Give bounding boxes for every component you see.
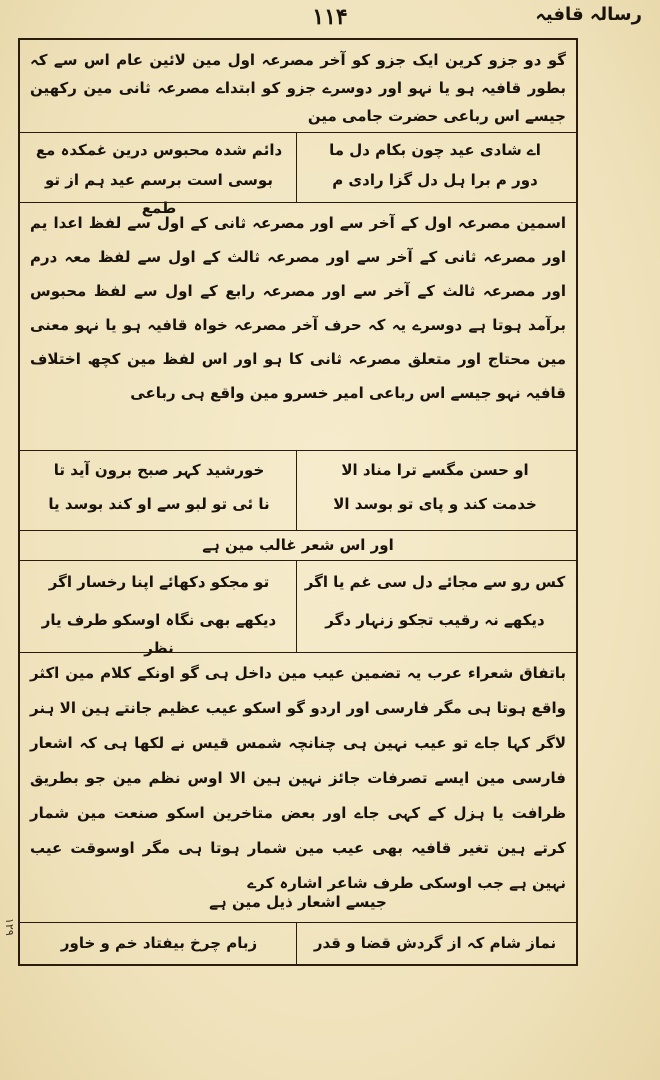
column-divider <box>296 132 297 202</box>
verse-4-left: زبام چرخ بیفتاد خم و خاور <box>60 934 258 952</box>
divider <box>20 530 576 531</box>
margin-note: ۱۲۹ <box>3 918 16 936</box>
verse-1-left-top: دائم شدہ محبوس درین غمکدہ مع <box>35 141 283 159</box>
verse-1-left-bottom: بوسی است برسم عید ہم از تو طمع <box>45 171 273 217</box>
closing-paragraph: باتفاق شعراء عرب یہ تضمین عیب مین داخل ہی گو اونکے کلام مین اکثر واقع ہوتا ہی مگر فارسی اور اردو گو اسکو عیب عظیم جانتے ہین الا ہنر لاگر کہا جاے تو عیب نہین ہی چنانچہ شمس قیس نے لکھا ہی کہ اشعار فارسی مین ایسے تصرفات جائز نہین ہین الا اوس نظم مین جو بطریق ظرافت یا ہزل کے کہی جاے اور بعض متاخرین اسکو صنعت مین شمار کرتے ہین تغیر قافیہ بھی عیب مین شمار ہوتا ہی مگر اوسوقت عیب نہین ہے جب اوسکی طرف شاعر اشارہ کرے <box>30 664 566 892</box>
verse-4-right: نماز شام کہ از گردش قضا و قدر <box>313 934 557 952</box>
verse-3-right-bottom: دیکھے نہ رقیب تجکو زنہار دگر <box>325 611 545 629</box>
verse-2-left-top: خورشید کہر صبح برون آید تا <box>53 461 265 479</box>
verse-1-right-bottom: دور م برا ہل دل گزا رادی م <box>332 171 538 189</box>
text-frame <box>18 38 578 966</box>
column-divider <box>296 450 297 530</box>
ghalib-intro: اور اس شعر غالب مین ہے <box>202 536 394 554</box>
divider <box>20 560 576 561</box>
page-number: ۱۱۴ <box>312 4 348 30</box>
divider <box>20 450 576 451</box>
divider <box>20 202 576 203</box>
verse-2-right-bottom: خدمت کند و پای تو بوسد الا <box>333 495 537 513</box>
column-divider <box>296 922 297 964</box>
divider <box>20 922 576 923</box>
verse-2-left-bottom: نا ئی تو لبو سے او کند بوسد یا <box>48 495 270 513</box>
explanation-paragraph: اسمین مصرعہ اول کے آخر سے اور مصرعہ ثانی کے اول سے لفظ اعدا یم اور مصرعہ ثانی کے آخر سے اور مصرعہ ثالث کے اول سے لفظ معہ درم اور مصرعہ ثالث کے آخر سے اور مصرعہ رابع کے اول سے لفظ محبوس برآمد ہوتا ہے دوسرے یہ کہ حرف آخر مصرعہ خواہ قافیہ ہو یا نہو معنی مین محتاج اور متعلق مصرعہ ثانی کا ہو اور اس لفظ مین کچھ اختلاف قافیہ نہو جیسے اس رباعی امیر خسرو مین واقع ہی رباعی <box>30 214 566 402</box>
verse-2-right-top: او حسن مگسے ترا مناد الا <box>341 461 529 479</box>
divider <box>20 132 576 133</box>
page-header <box>18 4 642 34</box>
intro-paragraph: گو دو جزو کرین ایک جزو کو آخر مصرعہ اول مین لائین عام اس سے کہ بطور قافیہ ہو یا نہو اور دوسرے جزو کو ابتداے مصرعہ ثانی مین رکھین جیسے اس رباعی حضرت جامی مین <box>30 51 566 125</box>
divider <box>20 652 576 653</box>
running-title: رسالہ قافیہ <box>535 4 642 25</box>
verse-3-left-top: تو مجکو دکھائے اپنا رخسار اگر <box>48 573 270 591</box>
verse-3-right-top: کس رو سے مجائے دل سی غم یا اگر <box>304 573 566 591</box>
verse-1-right-top: اے شادی عید چون بکام دل ما <box>329 141 541 159</box>
column-divider <box>296 560 297 652</box>
verse-3-left-bottom: دیکھے بھی نگاہ اوسکو طرف یار نظر <box>41 611 277 657</box>
closing-intro: جیسے اشعار ذیل مین ہے <box>209 893 387 911</box>
